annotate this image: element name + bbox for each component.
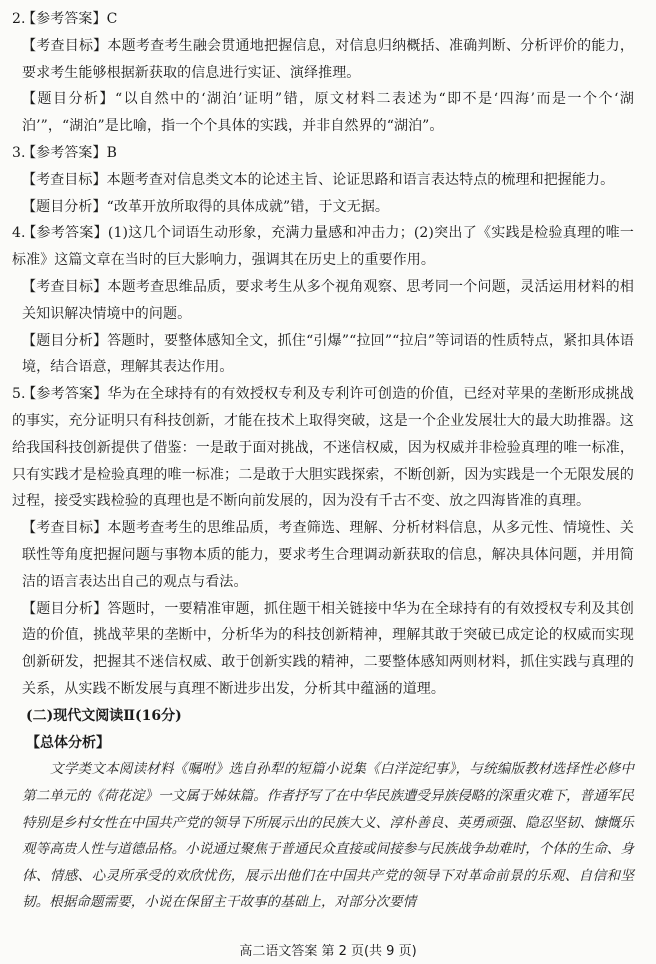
q5-answer: 5.【参考答案】华为在全球持有的有效授权专利及专利许可创造的价值，已经对苹果的垄断形成挑战的事实，充分证明只有科技创新，才能在技术上取得突破，这是一个企业发展壮大的最大助推器。这给我国科技创新提供了借鉴：一是敢于面对挑战，不迷信权威，因为权威并非检验真理的唯一标准，只有实践才是检验真理的唯一标准；二是敢于大胆实践探索，不断创新，因为实践是一个无限发展的过程，接受实践检验的真理也是不断向前发展的，因为没有千古不变、放之四海皆准的真理。	[12, 381, 634, 515]
q4-answer: 4.【参考答案】(1)这几个词语生动形象，充满力量感和冲击力；(2)突出了《实践是检验真理的唯一标准》这篇文章在当时的巨大影响力，强调其在历史上的重要作用。	[12, 220, 634, 274]
section-title: (二)现代文阅读Ⅱ(16分)	[26, 707, 182, 724]
q4-goal: 【考查目标】本题考查思维品质，要求考生从多个视角观察、思考同一个问题，灵活运用材料的相关知识解决情境中的问题。	[22, 278, 634, 322]
q2-answer: 2.【参考答案】C	[12, 6, 634, 33]
q4-number: 4.	[12, 225, 26, 242]
q2-analysis: 【题目分析】“以自然中的‘湖泊’证明”错，原文材料二表述为“即不是‘四海’而是一个个‘湖泊’”，“湖泊”是比喻，指一个个具体的实践，并非自然界的“湖泊”。	[22, 91, 634, 135]
page-footer: 高二语文答案 第 2 页(共 9 页)	[239, 944, 417, 959]
q5-number: 5.	[12, 386, 26, 403]
summary-title: 【总体分析】	[26, 734, 110, 751]
summary-text: 文学类文本阅读材料《嘱咐》选自孙犁的短篇小说集《白洋淀纪事》，与统编版教材选择性必修中第二单元的《荷花淀》一文属于姊妹篇。作者抒写了在中华民族遭受异族侵略的深重灾难下，普通军民特别是乡村女性在中国共产党的领导下所展示出的民族大义、淳朴善良、英勇顽强、隐忍坚韧、慷慨乐观等高贵人性与道德品格。小说通过聚焦于普通民众直接或间接参与民族战争劫难时，个体的生命、身体、情感、心灵所承受的欢欣忧伤，展示出他们在中国共产党的领导下对革命前景的乐观、自信和坚韧。根据命题需要，小说在保留主干故事的基础上，对部分次要情	[22, 761, 634, 911]
q3-answer: 3.【参考答案】B	[12, 140, 634, 167]
q5-analysis: 【题目分析】答题时，一要精准审题，抓住题干相关链接中华为在全球持有的有效授权专利及其创造的价值，挑战苹果的垄断中，分析华为的科技创新精神，理解其敢于突破已成定论的权威而实现创新研发，把握其不迷信权威、敢于创新实践的精神，二要整体感知两则材料，抓住实践与真理的关系，从实践不断发展与真理不断进步出发，分析其中蕴涵的道理。	[22, 600, 634, 697]
q2-number: 2.	[12, 11, 26, 27]
q3-number: 3.	[12, 144, 26, 161]
q2-goal: 【考查目标】本题考查考生融会贯通地把握信息，对信息归纳概括、准确判断、分析评价的能力，要求考生能够根据新获取的信息进行实证、演绎推理。	[22, 37, 634, 81]
q5-goal: 【考查目标】本题考查考生的思维品质，考查筛选、理解、分析材料信息，从多元性、情境性、关联性等角度把握问题与事物本质的能力，要求考生合理调动新获取的信息，解决具体问题，并用简洁的语言表达出自己的观点与看法。	[22, 520, 634, 590]
q3-analysis: 【题目分析】“改革开放所取得的具体成就”错，于文无据。	[22, 198, 390, 215]
q3-goal: 【考查目标】本题考查对信息类文本的论述主旨、论证思路和语言表达特点的梳理和把握能力。	[22, 171, 615, 188]
q4-analysis: 【题目分析】答题时，要整体感知全文，抓住“引爆”“拉回”“拉启”等词语的性质特点，紧扣具体语境，结合语意，理解其表达作用。	[22, 332, 634, 376]
